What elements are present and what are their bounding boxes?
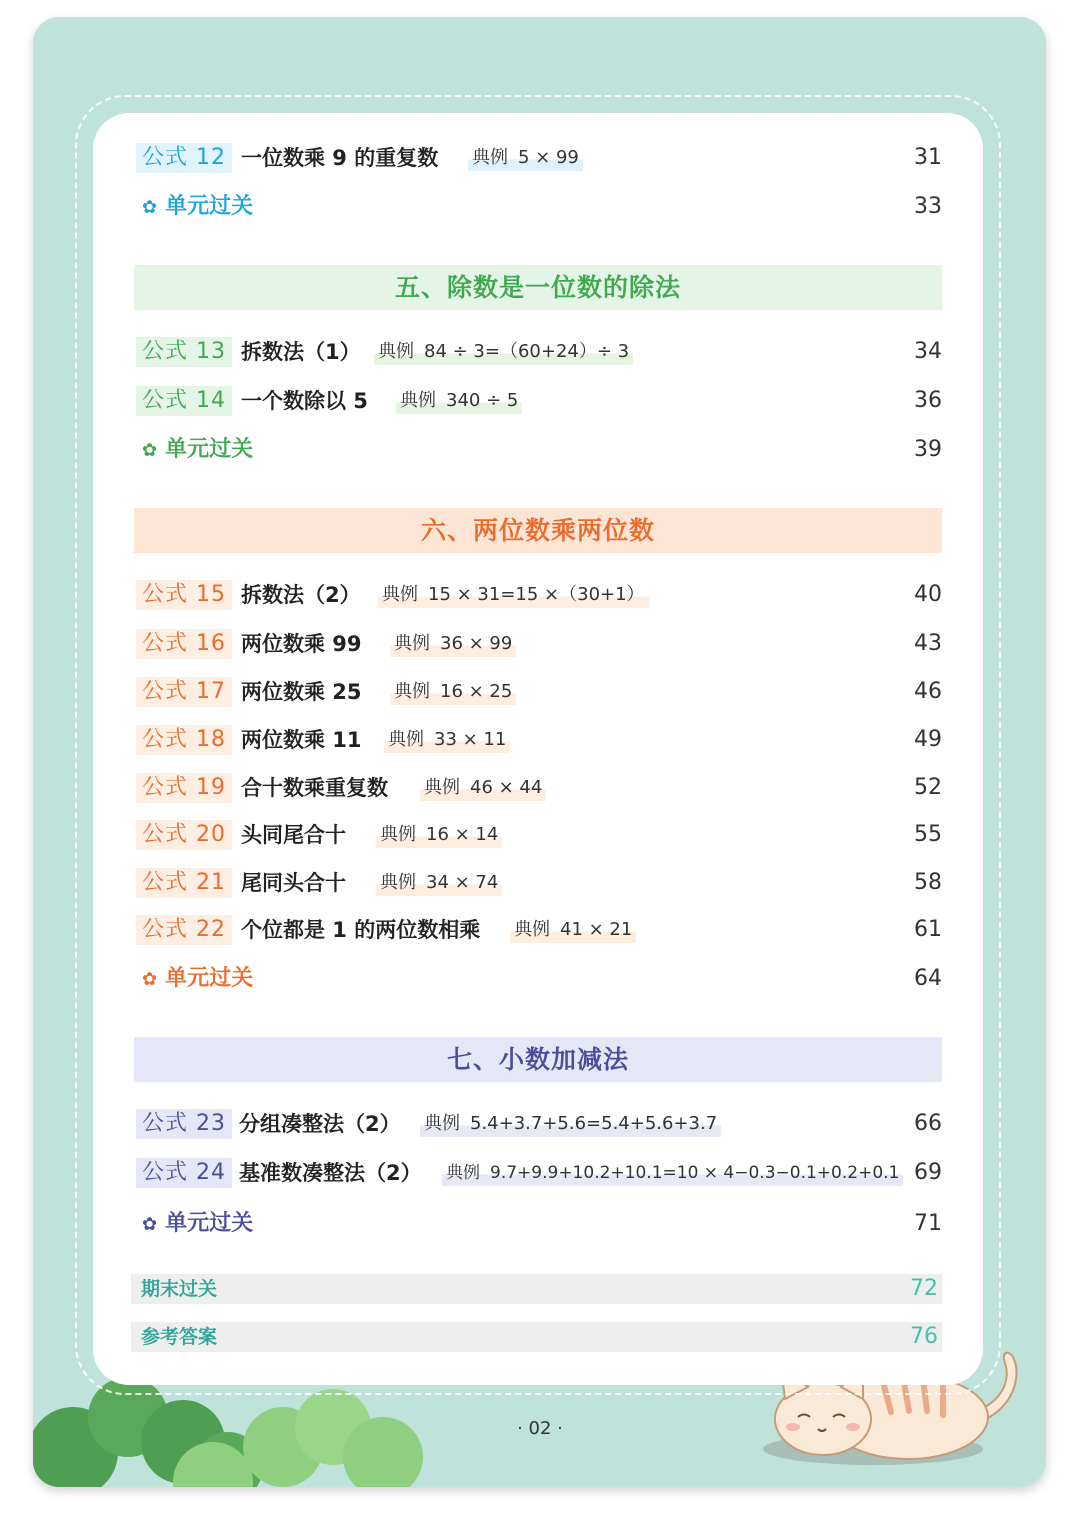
entry-title: 一个数除以 5: [241, 389, 368, 413]
toc-entry[interactable]: [136, 1155, 942, 1195]
example: [468, 145, 583, 171]
entry-title: 分组凑整法（2）: [239, 1112, 401, 1136]
page-number: 69: [914, 1160, 942, 1185]
page-number: 40: [914, 582, 942, 607]
example-label: 典例: [380, 824, 416, 845]
toc-entry[interactable]: [136, 912, 942, 952]
example: [390, 631, 516, 657]
formula-tag: 公式 22: [136, 915, 232, 945]
example-label: 典例: [380, 872, 416, 893]
entry-title: 头同尾合十: [241, 823, 346, 847]
toc-entry[interactable]: [136, 722, 942, 762]
entry-title: 两位数乘 11: [241, 728, 362, 752]
page-number: 71: [914, 1211, 942, 1236]
unit-review-entry[interactable]: [136, 432, 942, 472]
page-number: 64: [914, 966, 942, 991]
example-label: 典例: [400, 390, 436, 411]
page-number: 49: [914, 727, 942, 752]
toc-entry[interactable]: [136, 626, 942, 666]
entry-title: 两位数乘 99: [241, 632, 362, 656]
example-label: 典例: [388, 729, 424, 750]
answers-label: 参考答案: [141, 1326, 218, 1348]
formula-tag: 公式 13: [136, 337, 232, 367]
formula-tag: 公式 19: [136, 773, 232, 803]
example-text: 16 × 25: [440, 681, 513, 702]
toc-entry[interactable]: [136, 140, 942, 180]
toc-entry[interactable]: [136, 577, 942, 617]
section-heading: 七、小数加减法: [134, 1037, 942, 1082]
formula-tag: 公式 15: [136, 580, 232, 610]
example: [384, 727, 510, 753]
page-number: 55: [914, 822, 942, 847]
formula-tag: 公式 14: [136, 386, 232, 416]
page-number: 31: [914, 145, 942, 170]
toc-entry[interactable]: [136, 674, 942, 714]
example-text: 34 × 74: [426, 872, 499, 893]
example: [390, 679, 516, 705]
toc-entry[interactable]: [136, 383, 942, 423]
formula-tag: 公式 12: [136, 143, 232, 173]
formula-tag: 公式 17: [136, 677, 232, 707]
unit-review-entry[interactable]: [136, 189, 942, 229]
page-number: 58: [914, 870, 942, 895]
entry-title: 基准数凑整法（2）: [239, 1161, 422, 1185]
unit-review-entry[interactable]: [136, 1206, 942, 1246]
example-label: 典例: [472, 147, 508, 168]
page-number: 33: [914, 194, 942, 219]
section-heading: 五、除数是一位数的除法: [134, 265, 942, 310]
page-number: 46: [914, 679, 942, 704]
example: [420, 1111, 721, 1137]
example: [376, 822, 502, 848]
final-review-entry[interactable]: [131, 1274, 942, 1304]
entry-title: 拆数法（2）: [241, 583, 361, 607]
example: [374, 339, 633, 365]
example-text: 46 × 44: [470, 777, 543, 798]
final-review-label: 期末过关: [141, 1278, 218, 1300]
page-number: 34: [914, 339, 942, 364]
page-number: 72: [910, 1276, 938, 1301]
example-label: 典例: [424, 777, 460, 798]
flower-icon: ✿: [142, 197, 158, 218]
flower-icon: ✿: [142, 440, 158, 461]
example-text: 15 × 31=15 ×（30+1）: [428, 584, 645, 605]
unit-review-label: ✿ 单元过关: [142, 966, 254, 991]
flower-icon: ✿: [142, 1214, 158, 1235]
example: [376, 870, 502, 896]
page-number: 61: [914, 917, 942, 942]
example-label: 典例: [378, 341, 414, 362]
footer-page-number: · 02 ·: [517, 1418, 563, 1439]
entry-title: 个位都是 1 的两位数相乘: [241, 918, 481, 942]
page-number: 36: [914, 388, 942, 413]
example-label: 典例: [446, 1163, 480, 1183]
page-number: 39: [914, 437, 942, 462]
page-number: 66: [914, 1111, 942, 1136]
example-label: 典例: [424, 1113, 460, 1134]
example-label: 典例: [394, 681, 430, 702]
page-number: 43: [914, 631, 942, 656]
answers-entry[interactable]: [131, 1322, 942, 1352]
unit-review-entry[interactable]: [136, 961, 942, 1001]
example-text: 36 × 99: [440, 633, 513, 654]
example-text: 33 × 11: [434, 729, 507, 750]
unit-review-label: ✿ 单元过关: [142, 437, 254, 462]
entry-title: 拆数法（1）: [241, 340, 361, 364]
entry-title: 尾同头合十: [241, 871, 346, 895]
example-text: 84 ÷ 3=（60+24）÷ 3: [424, 341, 630, 362]
flower-icon: ✿: [142, 969, 158, 990]
example: [510, 917, 636, 943]
toc-entry[interactable]: [136, 1106, 942, 1146]
example-label: 典例: [382, 584, 418, 605]
toc-entry[interactable]: [136, 334, 942, 374]
example-text: 41 × 21: [560, 919, 633, 940]
example-label: 典例: [394, 633, 430, 654]
example: [420, 775, 546, 801]
example-text: 9.7+9.9+10.2+10.1=10 × 4−0.3−0.1+0.2+0.1: [490, 1163, 900, 1183]
entry-title: 两位数乘 25: [241, 680, 362, 704]
page-number: 76: [910, 1324, 938, 1349]
page-number: 52: [914, 775, 942, 800]
example: [378, 582, 649, 608]
formula-tag: 公式 18: [136, 725, 232, 755]
entry-title: 一位数乘 9 的重复数: [241, 146, 439, 170]
example-text: 5 × 99: [518, 147, 579, 168]
toc-entry[interactable]: [136, 817, 942, 857]
section-heading: 六、两位数乘两位数: [134, 508, 942, 553]
toc-entry[interactable]: [136, 865, 942, 905]
formula-tag: 公式 16: [136, 629, 232, 659]
example-text: 16 × 14: [426, 824, 499, 845]
entry-title: 合十数乘重复数: [241, 776, 388, 800]
formula-tag: 公式 24: [136, 1158, 232, 1188]
example-text: 340 ÷ 5: [446, 390, 519, 411]
toc-entry[interactable]: [136, 770, 942, 810]
unit-review-label: ✿ 单元过关: [142, 194, 254, 219]
formula-tag: 公式 23: [136, 1109, 232, 1139]
example: [442, 1160, 903, 1186]
example-label: 典例: [514, 919, 550, 940]
formula-tag: 公式 20: [136, 820, 232, 850]
example-text: 5.4+3.7+5.6=5.4+5.6+3.7: [470, 1113, 718, 1134]
formula-tag: 公式 21: [136, 868, 232, 898]
unit-review-label: ✿ 单元过关: [142, 1211, 254, 1236]
example: [396, 388, 522, 414]
